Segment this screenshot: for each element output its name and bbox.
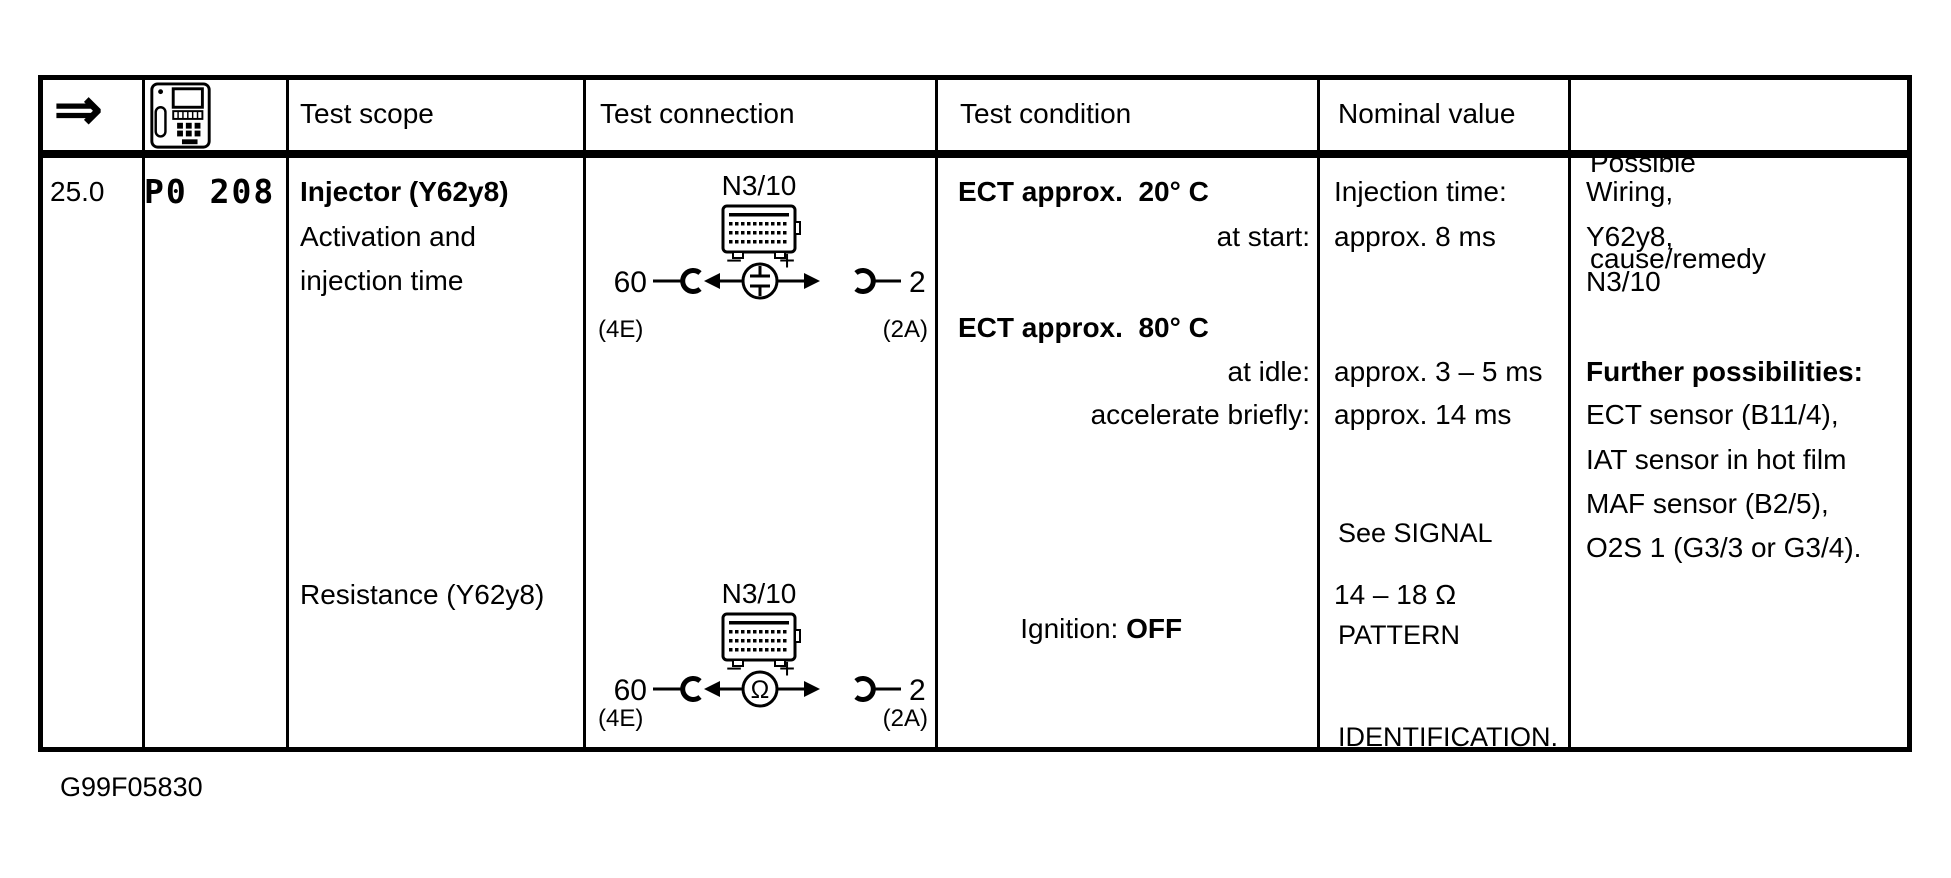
header-nominal-value: Nominal value [1338,98,1516,129]
nominal-14ms: approx. 14 ms [1334,399,1512,430]
cause-y62y8: Y62y8, [1586,221,1674,252]
cause-n310: N3/10 [1586,266,1661,297]
cause-wiring: Wiring, [1586,176,1674,207]
socket-symbol-left [683,679,700,700]
nominal-injection-time-label: Injection time: [1334,176,1507,207]
diagram1-socket-left-label: (4E) [598,316,644,343]
condition-at-idle: at idle: [1227,356,1310,387]
diagram1-socket-right-label: (2A) [882,316,928,343]
condition-ect-20: ECT approx. 20° C [958,176,1209,207]
nominal-signal-note [1338,448,1558,822]
column-divider [935,79,938,748]
cause-o2s: O2S 1 (G3/3 or G3/4). [1586,532,1862,563]
diagram2-module-label: N3/10 [721,578,797,609]
diagnostic-test-table [38,75,1912,752]
table-grid [38,75,1912,752]
condition-ignition-value: OFF [1126,613,1183,644]
diagram1-pin-right: 2 [909,266,926,299]
diagram2-socket-left-label: (4E) [598,705,644,732]
header-possible-cause [1590,83,1766,339]
header-possible-cause-line2: cause/remedy [1590,243,1766,274]
nominal-3-5ms: approx. 3 – 5 ms [1334,356,1543,387]
diagram2-socket-right-label: (2A) [882,705,928,732]
minus-sign: − [725,245,743,276]
nominal-note-line3: IDENTIFICATION. [1338,722,1558,752]
plus-sign: + [778,653,796,684]
nominal-resistance: 14 – 18 Ω [1334,579,1457,610]
test1-scope-title: Injector (Y62y8) [300,176,509,207]
condition-ect-80: ECT approx. 80° C [958,312,1209,343]
test2-scope-title: Resistance (Y62y8) [300,579,545,610]
diagram1-module-label: N3/10 [721,170,797,201]
connection-diagram-resistance [583,578,935,748]
header-test-condition: Test condition [960,98,1132,129]
nominal-note-line1: See SIGNAL [1338,518,1493,548]
fault-code-display: P0 208 [144,172,276,211]
cause-further-title: Further possibilities: [1586,356,1863,387]
diagram1-pin-left: 60 [613,266,647,299]
probe-arrow-right [804,681,820,697]
minus-sign: − [725,653,743,684]
condition-accelerate: accelerate briefly: [1090,399,1310,430]
test1-scope-line2: injection time [300,265,464,296]
cause-ect-sensor: ECT sensor (B11/4), [1586,399,1839,430]
ohm-symbol: Ω [750,676,770,704]
column-divider [286,79,289,748]
test1-scope-line1: Activation and [300,221,476,252]
header-test-connection: Test connection [600,98,795,129]
header-test-scope: Test scope [300,98,434,129]
column-divider [1568,79,1571,748]
handheld-tester-icon [146,81,216,151]
plus-sign: + [778,245,796,276]
cause-iat-sensor: IAT sensor in hot film [1586,444,1847,475]
condition-at-start: at start: [1216,221,1310,252]
step-number: 25.0 [50,176,105,207]
probe-arrow-left [704,273,720,289]
diagram2-pin-left: 60 [613,674,647,707]
nominal-8ms: approx. 8 ms [1334,221,1496,252]
figure-code: G99F05830 [60,772,203,802]
probe-arrow-right [804,273,820,289]
condition-ignition-prefix: Ignition: [1020,613,1127,644]
socket-symbol-right [856,679,873,700]
socket-symbol-right [856,271,873,292]
probe-arrow-left [704,681,720,697]
diagram2-pin-right: 2 [909,674,926,707]
column-divider [1317,79,1320,748]
cause-maf-sensor: MAF sensor (B2/5), [1586,488,1829,519]
continue-arrow-icon: ⇒ [54,77,103,142]
condition-ignition-off [958,578,1182,680]
nominal-note-line2: PATTERN [1338,620,1461,650]
socket-symbol-left [683,271,700,292]
connection-diagram-activation [583,170,935,355]
header-possible-cause-line1: Possible [1590,147,1696,178]
